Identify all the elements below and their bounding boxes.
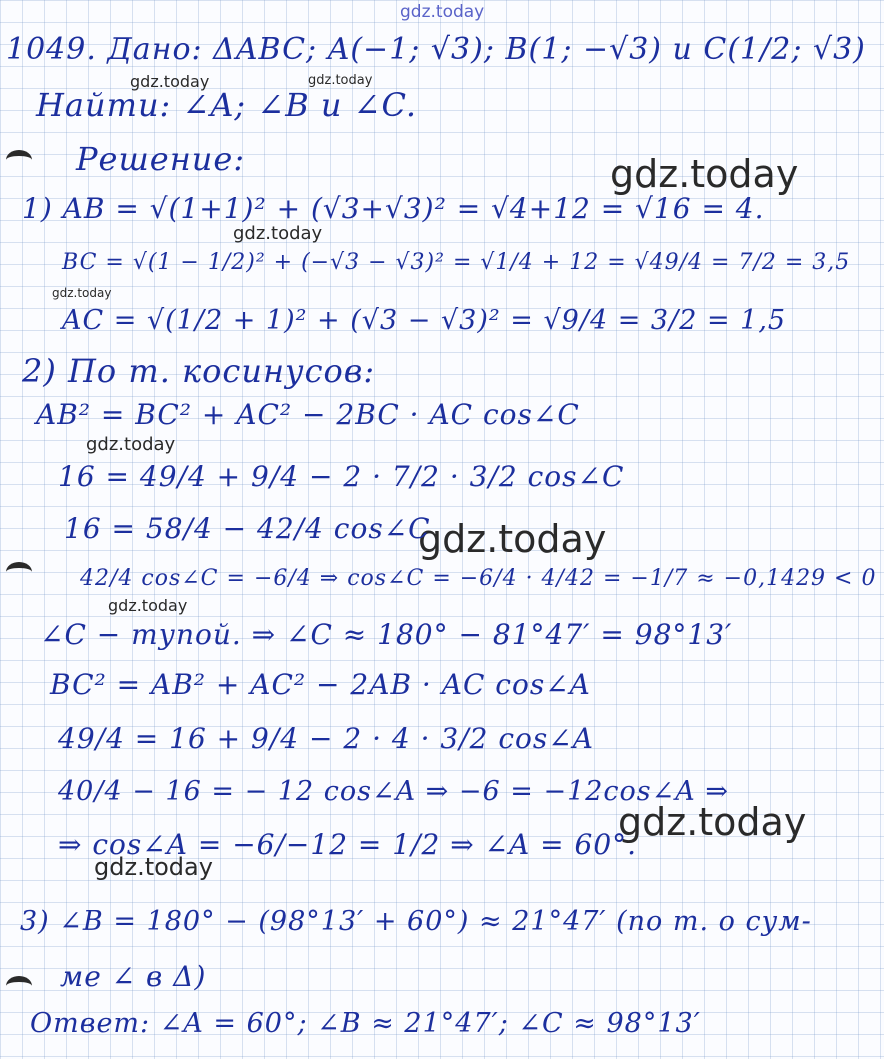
watermark: gdz.today	[108, 596, 188, 615]
angle-a-line: ⇒ cos∠A = −6/−12 = 1/2 ⇒ ∠A = 60°.	[58, 828, 638, 861]
watermark: gdz.today	[418, 517, 607, 561]
step1-bc-line: BC = √(1 − 1/2)² + (−√3 − √3)² = √1/4 + 12 = √49/4 = 7/2 = 3,5	[62, 250, 851, 275]
step3-continuation: ме ∠ в Δ)	[60, 960, 207, 993]
equation-line: 40/4 − 16 = − 12 cos∠A ⇒ −6 = −12cos∠A ⇒	[58, 776, 729, 807]
watermark: gdz.today	[52, 286, 112, 300]
cos-c-line: 42/4 cos∠C = −6/4 ⇒ cos∠C = −6/4 · 4/42 = −1/7 ≈ −0,1429 < 0	[80, 566, 877, 591]
step1-ab-line: 1) AB = √(1+1)² + (√3+√3)² = √4+12 = √16 = 4.	[22, 192, 765, 225]
punch-hole-icon	[6, 562, 32, 582]
watermark: gdz.today	[130, 72, 210, 91]
step3-line: 3) ∠B = 180° − (98°13′ + 60°) ≈ 21°47′ (по т. о сум-	[20, 906, 812, 937]
punch-hole-icon	[6, 976, 32, 996]
step2-heading: 2) По т. косинусов:	[22, 352, 376, 390]
equation-line: 16 = 58/4 − 42/4 cos∠C	[64, 512, 431, 545]
punch-hole-icon	[6, 150, 32, 170]
cosine-law-a-line: BC² = AB² + AC² − 2AB · AC cos∠A	[50, 668, 591, 701]
solution-heading: Решение:	[76, 140, 246, 178]
problem-given-line: 1049. Дано: ΔABC; A(−1; √3); B(1; −√3) и C(1/2; √3)	[6, 32, 866, 67]
equation-line: 49/4 = 16 + 9/4 − 2 · 4 · 3/2 cos∠A	[58, 722, 594, 755]
cosine-law-c-line: AB² = BC² + AC² − 2BC · AC cos∠C	[36, 398, 580, 431]
watermark: gdz.today	[618, 800, 807, 844]
watermark: gdz.today	[86, 434, 176, 455]
watermark: gdz.today	[610, 152, 799, 196]
watermark-top: gdz.today	[400, 2, 485, 22]
problem-find-line: Найти: ∠A; ∠B и ∠C.	[36, 86, 417, 124]
step1-ac-line: AC = √(1/2 + 1)² + (√3 − √3)² = √9/4 = 3/2 = 1,5	[62, 305, 787, 336]
equation-line: 16 = 49/4 + 9/4 − 2 · 7/2 · 3/2 cos∠C	[58, 460, 625, 493]
answer-line: Ответ: ∠A = 60°; ∠B ≈ 21°47′; ∠C ≈ 98°13′	[30, 1008, 701, 1039]
angle-c-line: ∠C − тупой. ⇒ ∠C ≈ 180° − 81°47′ = 98°13′	[40, 618, 733, 651]
watermark: gdz.today	[233, 223, 323, 244]
watermark: gdz.today	[308, 73, 373, 88]
watermark: gdz.today	[94, 853, 213, 881]
